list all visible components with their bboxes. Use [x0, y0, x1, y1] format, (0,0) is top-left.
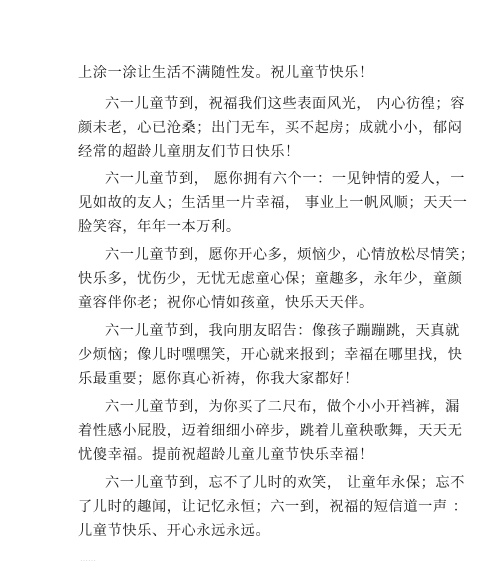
paragraph-3-line: 快乐多，忧伤少，无忧无虑童心保；童趣多，永年少，童颜 — [78, 271, 463, 287]
paragraph-5-line: 忧傻幸福。提前祝超龄儿童儿童节快乐幸福！ — [78, 447, 374, 463]
paragraph-6-line: 了儿时的趣闻，让记忆永恒；六一到，祝福的短信道一声 ： — [78, 499, 468, 515]
paragraph-3-line: 童容伴你老；祝你心情如孩童，快乐天天伴。 — [78, 295, 374, 311]
paragraph-5-line: 着性感小屁股，迈着细细小碎步，跳着儿童秧歌舞，天天无 — [78, 423, 463, 439]
paragraph-2-line: 六一儿童节到， 愿你拥有六个一：一见钟情的爱人，一 — [105, 171, 466, 187]
faint-footer-text: …… — [80, 556, 96, 562]
paragraph-6-line: 儿童节快乐、开心永远永远。 — [78, 523, 271, 539]
paragraph-4-line: 少烦恼；像儿时嘿嘿笑，开心就来报到；幸福在哪里找，快 — [78, 347, 463, 363]
paragraph-1-line: 颜未老，心已沧桑；出门无车，买不起房；成就小小，郁闷 — [78, 120, 463, 136]
text-line: 上涂一涂让生活不满随性发。祝儿童节快乐！ — [78, 65, 374, 81]
paragraph-6-line: 六一儿童节到，忘不了儿时的欢笑， 让童年永保；忘不 — [105, 475, 466, 491]
paragraph-3-line: 六一儿童节到，愿你开心多，烦恼少，心情放松尽情笑； — [105, 247, 475, 263]
paragraph-5-line: 六一儿童节到，为你买了二尺布，做个小小开裆裤，漏 — [105, 399, 460, 415]
paragraph-1-line: 六一儿童节到，祝福我们这些表面风光， 内心彷徨；容 — [105, 96, 466, 112]
paragraph-4-line: 六一儿童节到，我向朋友昭告：像孩子蹦蹦跳，天真就 — [105, 323, 460, 339]
paragraph-1-line: 经常的超龄儿童朋友们节日快乐！ — [78, 144, 300, 160]
paragraph-2-line: 见如故的友人；生活里一片幸福， 事业上一帆风顺；天天一 — [78, 195, 468, 211]
paragraph-4-line: 乐最重要；愿你真心祈祷，你我大家都好！ — [78, 371, 359, 387]
paragraph-2-line: 脸笑容，年年一本万利。 — [78, 219, 241, 235]
